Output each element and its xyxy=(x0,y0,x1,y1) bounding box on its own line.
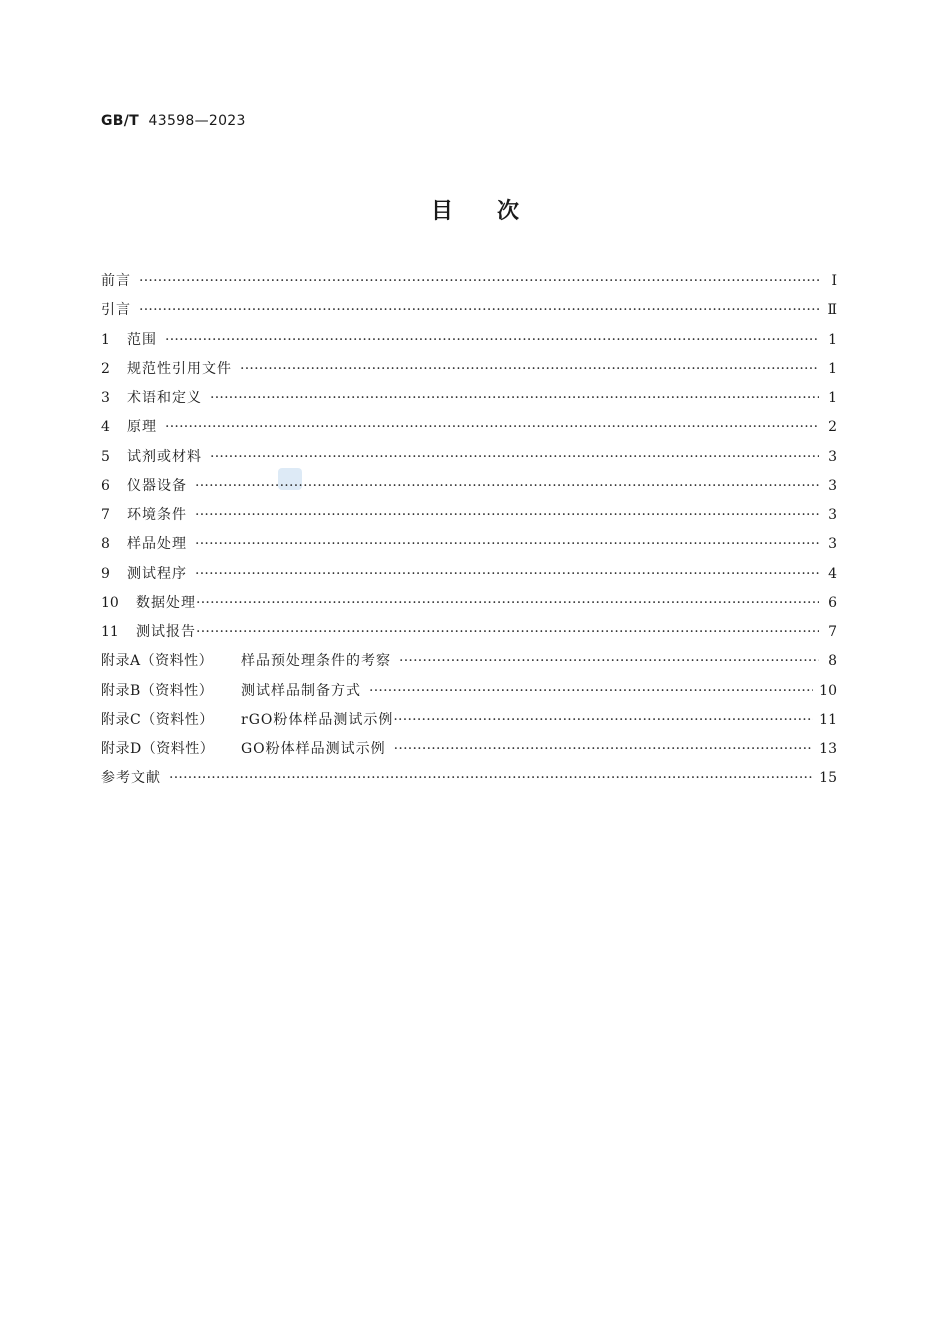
toc-entry-label xyxy=(101,358,232,378)
toc-entry-text: 试剂或材料 xyxy=(127,448,202,465)
toc-entry-page: 3 xyxy=(828,507,837,523)
toc-entry-text: 前言 xyxy=(101,273,131,289)
toc-entry-page: 2 xyxy=(828,419,837,436)
toc-entry-number: 1 xyxy=(101,331,110,348)
toc-entry-page: 13 xyxy=(819,741,837,757)
toc-entry-number: 附录B（资料性） xyxy=(101,682,214,699)
toc-entry-page: 3 xyxy=(828,536,837,553)
toc-entry-number: 附录C（资料性） xyxy=(101,711,214,728)
toc-dot-leader xyxy=(210,390,819,406)
toc-entry-number: 10 xyxy=(101,594,119,611)
toc-entry-6[interactable] xyxy=(101,475,837,504)
toc-entry-text: 测试报告 xyxy=(136,624,196,640)
toc-dot-leader xyxy=(196,624,819,640)
toc-entry-number: 6 xyxy=(101,477,110,494)
toc-entry-9[interactable] xyxy=(101,563,837,592)
toc-entry-label xyxy=(101,416,157,436)
toc-dot-leader xyxy=(169,770,813,786)
toc-entry-text: 参考文献 xyxy=(101,770,161,787)
toc-entry-label xyxy=(101,621,196,641)
toc-entry-label xyxy=(101,767,161,787)
toc-entry-11[interactable] xyxy=(101,621,837,650)
toc-entry-page: 7 xyxy=(828,624,837,640)
toc-entry-text: 规范性引用文件 xyxy=(127,360,232,377)
table-of-contents xyxy=(101,270,837,797)
toc-dot-leader xyxy=(195,507,819,523)
toc-entry-text: 数据处理 xyxy=(136,594,196,611)
toc-entry-number: 7 xyxy=(101,507,110,523)
page-title: 目次 xyxy=(430,199,563,224)
toc-entry-number: 5 xyxy=(101,448,110,465)
toc-entry-foreword[interactable] xyxy=(101,270,837,299)
toc-entry-label xyxy=(101,504,187,524)
toc-entry-label xyxy=(101,563,187,583)
toc-entry-page: 6 xyxy=(828,594,837,611)
toc-entry-text: 样品处理 xyxy=(127,536,187,553)
toc-entry-appendix-a[interactable] xyxy=(101,650,837,679)
toc-entry-text: 测试程序 xyxy=(127,565,187,582)
toc-entry-text: rGO粉体样品测试示例 xyxy=(241,711,394,728)
toc-entry-label xyxy=(101,270,131,290)
toc-entry-number: 8 xyxy=(101,536,110,553)
standard-prefix: GB/T xyxy=(101,113,140,129)
toc-dot-leader xyxy=(165,419,819,435)
toc-entry-label xyxy=(101,592,196,612)
toc-entry-page: 3 xyxy=(828,448,837,465)
toc-entry-label xyxy=(101,446,202,466)
toc-entry-number: 9 xyxy=(101,565,110,582)
toc-entry-page: 15 xyxy=(819,770,837,787)
toc-entry-label xyxy=(101,680,361,700)
toc-dot-leader xyxy=(139,273,819,289)
toc-entry-text: 样品预处理条件的考察 xyxy=(241,653,391,670)
standard-code: 43598—2023 xyxy=(148,113,246,129)
toc-entry-appendix-b[interactable] xyxy=(101,680,837,709)
toc-entry-page: 11 xyxy=(819,711,837,728)
toc-entry-3[interactable] xyxy=(101,387,837,416)
toc-entry-page: Ⅱ xyxy=(827,302,837,319)
toc-entry-bibliography[interactable] xyxy=(101,767,837,796)
toc-dot-leader xyxy=(196,595,819,611)
toc-dot-leader xyxy=(210,449,819,465)
toc-entry-10[interactable] xyxy=(101,592,837,621)
toc-entry-page: 1 xyxy=(828,360,837,377)
toc-entry-text: 原理 xyxy=(127,419,157,436)
toc-entry-text: 环境条件 xyxy=(127,507,187,523)
toc-entry-page: Ⅰ xyxy=(831,273,837,289)
toc-entry-text: 范围 xyxy=(127,331,157,348)
toc-entry-page: 1 xyxy=(828,331,837,348)
toc-entry-text: 测试样品制备方式 xyxy=(241,682,361,699)
toc-entry-number: 2 xyxy=(101,360,110,377)
toc-entry-text: 术语和定义 xyxy=(127,390,202,406)
toc-entry-text: GO粉体样品测试示例 xyxy=(241,741,386,757)
toc-dot-leader xyxy=(394,741,814,757)
toc-entry-8[interactable] xyxy=(101,533,837,562)
toc-entry-appendix-c[interactable] xyxy=(101,709,837,738)
toc-entry-1[interactable] xyxy=(101,329,837,358)
toc-dot-leader xyxy=(195,566,819,582)
toc-entry-5[interactable] xyxy=(101,446,837,475)
toc-dot-leader xyxy=(195,478,819,494)
toc-entry-page: 4 xyxy=(828,565,837,582)
toc-dot-leader xyxy=(369,683,813,699)
toc-entry-label xyxy=(101,533,187,553)
standard-number xyxy=(101,113,246,129)
toc-entry-label xyxy=(101,650,391,670)
toc-dot-leader xyxy=(240,361,819,377)
toc-entry-appendix-d[interactable] xyxy=(101,738,837,767)
toc-entry-7[interactable] xyxy=(101,504,837,533)
toc-entry-2[interactable] xyxy=(101,358,837,387)
toc-entry-number: 4 xyxy=(101,419,110,436)
toc-entry-page: 8 xyxy=(828,653,837,670)
toc-entry-number: 附录D（资料性） xyxy=(101,741,215,757)
toc-entry-number: 附录A（资料性） xyxy=(101,653,214,670)
toc-dot-leader xyxy=(393,712,813,728)
toc-entry-page: 3 xyxy=(828,477,837,494)
toc-entry-label xyxy=(101,709,393,729)
toc-entry-number: 11 xyxy=(101,624,119,640)
toc-entry-label xyxy=(101,387,202,407)
toc-dot-leader xyxy=(399,653,819,669)
toc-entry-page: 10 xyxy=(819,682,837,699)
toc-dot-leader xyxy=(139,302,819,318)
toc-entry-4[interactable] xyxy=(101,416,837,445)
toc-entry-number: 3 xyxy=(101,390,110,406)
toc-entry-introduction[interactable] xyxy=(101,299,837,328)
toc-entry-text: 引言 xyxy=(101,302,131,319)
toc-dot-leader xyxy=(165,332,819,348)
toc-entry-label xyxy=(101,299,131,319)
toc-entry-label xyxy=(101,475,187,495)
toc-entry-label xyxy=(101,329,157,349)
toc-entry-page: 1 xyxy=(828,390,837,406)
toc-dot-leader xyxy=(195,536,819,552)
toc-entry-text: 仪器设备 xyxy=(127,477,187,494)
toc-entry-label xyxy=(101,738,386,758)
